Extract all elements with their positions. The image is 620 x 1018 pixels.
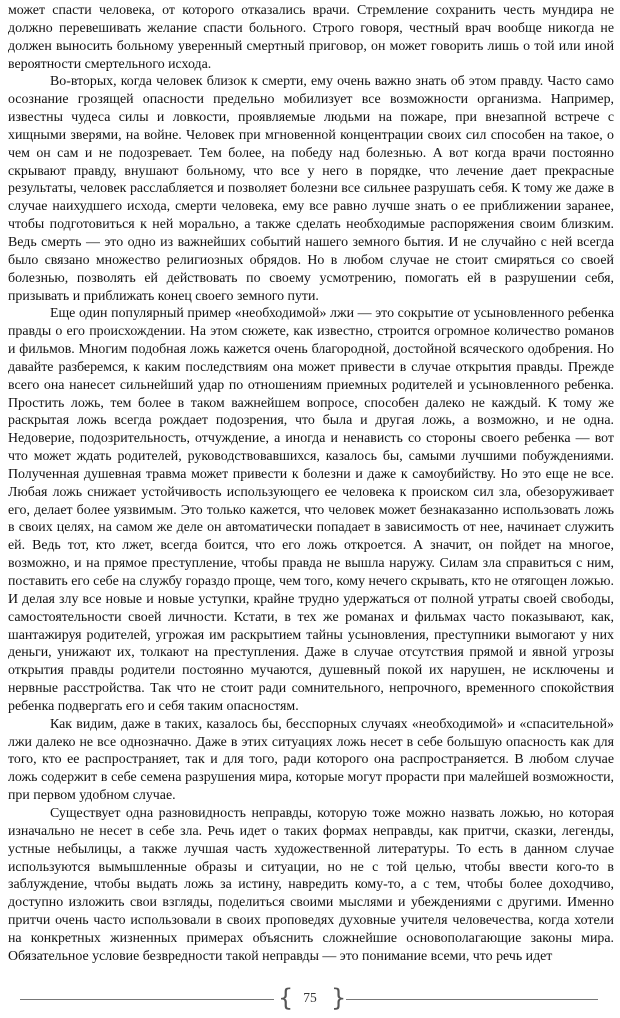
page-footer — [0, 982, 620, 1018]
paragraph-second-reason: Во-вторых, когда человек близок к смерти, ему очень важно знать об этом правду. Часто само осознание грозящей опасности предельно мобилизует все возможности организма. Например, известны чудеса силы и ловкости, проявляемые людьми на пожаре, при внезапной встрече с хищными зверями, на войне. Человек при мгновенной концентрации своих сил способен на такое, о чем он сам и не подозревает. Тем более, на победу над болезнью. А вот когда врачи постоянно скрывают правду, внушают больному, что все у него в порядке, что лечение дает прекрасные результаты, человек расслабляется и позволяет болезни все сильнее разрушать себя. К тому же даже в случае наихудшего исхода, смерти человека, ему все равно лучше знать о ее приближении заранее, чтобы подготовиться к ней морально, а также сделать необходимые распоряжения своим близким. Ведь смерть — это одно из важнейших событий нашего земного бытия. И не случайно с ней всегда было связано множество религиозных обрядов. Но в любом случае не стоит смиряться со своей болезнью, позволять ей действовать по своему усмотрению, помогать ей в разрушении себя, призывать и приближать конец своего земного пути. — [8, 74, 614, 304]
footer-rule-right — [346, 999, 598, 1000]
paragraph-conclusion: Как видим, даже в таких, казалось бы, бесспорных случаях «необходимой» и «спасительной» лжи далеко не все однозначно. Даже в этих ситуациях ложь несет в себе большую опасность как для того, кто ее распространяет, так и для того, ради которого она распространяется. В любом случае ложь содержит в себе семена разрушения мира, которые могут прорасти при малейшей возможности, при первом удобном случае. — [8, 716, 614, 804]
paragraph-adoption-example: Еще один популярный пример «необходимой» лжи — это сокрытие от усыновленного ребенка правды о его происхождении. На этом сюжете, как известно, строится огромное количество романов и фильмов. Многим подобная ложь кажется очень благородной, достойной всяческого одобрения. Но давайте разберемся, к каким последствиям она может привести в случае открытия правды. Прежде всего она нанесет сильнейший удар по отношениям приемных родителей и усыновленного ребенка. Простить ложь, тем более в таком важнейшем вопросе, способен далеко не каждый. К тому же раскрытая ложь всегда рождает подозрения, что была и другая ложь, а возможно, и не одна. Недоверие, подозрительность, отчуждение, а иногда и ненависть со стороны своего ребенка — вот что может ждать родителей, руководствовавшихся, казалось бы, самыми лучшими побуждениями. Полученная душевная травма может привести к болезни и даже к самоубийству. Но это еще не все. Любая ложь снижает устойчивость использующего ее человека к происком сил зла, обезоруживает его, делает более уязвимым. Это только кажется, что человек может безнаказанно использовать ложь в своих целях, на самом же деле он автоматически попадает в зависимость от нее, начинает служить ей. Ведь тот, кто лжет, всегда боится, что его ложь откроется. А значит, он пойдет на многое, возможно, и на прямое преступление, чтобы правда не вышла наружу. Силам зла справиться с ним, поставить его себе на службу гораздо проще, чем того, кому нечего скрывать, кто не отягощен ложью. И делая злу все новые и новые уступки, крайне трудно удержаться от полной утраты своей свободы, самостоятельности своей личности. Кстати, в тех же романах и фильмах часто показывают, как, шантажируя родителей, угрожая им раскрытием тайны усыновления, преступники вымогают у них деньги, унижают их, толкают на преступления. Даже в случае отсутствия прямой и явной угрозы открытия правды родители постоянно мучаются, душевный покой их нарушен, не исключены и нервные расстройства. Так что не стоит ради сомнительного, непрочного, временного спокойствия ребенка подвергать его и себя таким опасностям. — [8, 306, 614, 714]
paragraph-fiction: Существует одна разновидность неправды, которую тоже можно назвать ложью, но которая изначально не несет в себе зла. Речь идет о таких формах неправды, как притчи, сказки, легенды, устные небылицы, а также лучшая часть художественной литературы. То есть в данном случае используются вымышленные образы и ситуации, но не с той целью, чтобы ввести кого-то в заблуждение, чтобы выдать ложь за истину, навредить кому-то, а с тем, чтобы более доходчиво, доступно изложить свои взгляды, поделиться своими мыслями и убеждениями с другими. Именно притчи очень часто использовали в своих проповедях духовные учителя человечества, когда хотели на конкретных жизненных примерах объяснить сложнейшие основополагающие законы мира. Обязательное условие безвредности такой неправды — это понимание всеми, что речь идет — [8, 805, 614, 964]
footer-brace-left: { — [278, 984, 294, 1012]
page-number: 75 — [303, 990, 317, 1005]
paragraph-continuation: может спасти человека, от которого отказались врачи. Стремление сохранить честь мундира не должно перевешивать желание спасти больного. Строго говоря, честный врач вообще никогда не должен выносить больному уверенный смертный приговор, он может говорить лишь о той или иной вероятности смертельного исхода. — [8, 3, 614, 72]
footer-brace-right: } — [331, 984, 347, 1012]
footer-rule-left — [20, 999, 274, 1000]
page-body — [8, 2, 614, 966]
